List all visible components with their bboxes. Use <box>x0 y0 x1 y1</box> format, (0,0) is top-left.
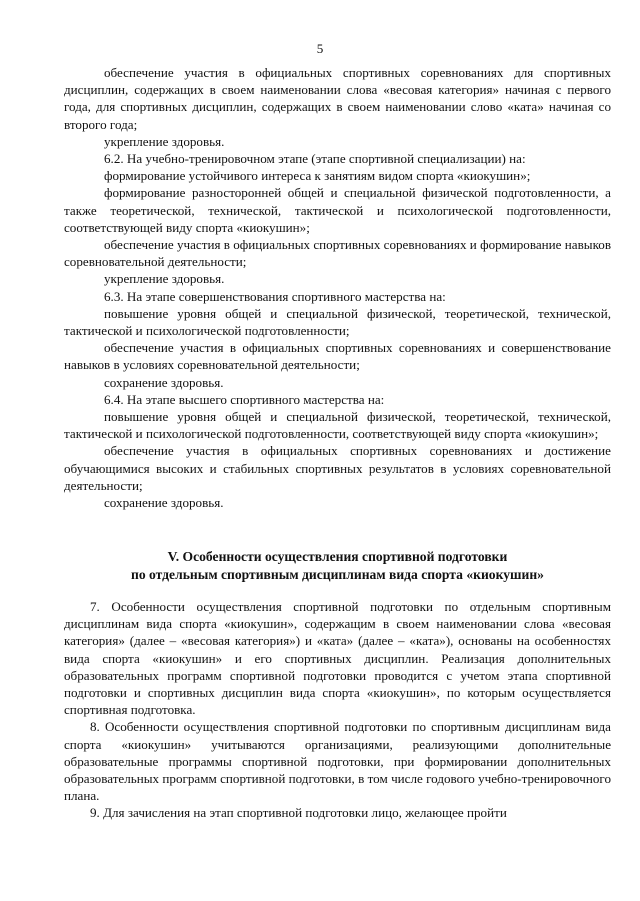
paragraph: повышение уровня общей и специальной физической, теоретической, технической, тактической и психологической подготовленности, соответствующей виду спорта «киокушин»; <box>64 409 611 442</box>
paragraph: обеспечение участия в официальных спортивных соревнованиях и формирование навыков соревновательной деятельности; <box>64 237 611 270</box>
body-text-bottom <box>64 598 611 822</box>
paragraph: 7. Особенности осуществления спортивной подготовки по отдельным спортивным дисциплинам вида спорта «киокушин», содержащим в своем наименовании слова «весовая категория» (далее – «весовая категория») и «ката» (далее – «ката»), основаны на особенностях вида спорта «киокушин» и его спортивных дисциплин. Реализация дополнительных образовательных программ спортивной подготовки проводится с учетом этапа спортивной подготовки и спортивных дисциплин вида спорта «киокушин», по которым осуществляется спортивная подготовка. <box>64 599 611 718</box>
body-text-top <box>64 64 611 511</box>
paragraph: обеспечение участия в официальных спортивных соревнованиях и достижение обучающимися высоких и стабильных спортивных результатов в условиях соревновательной деятельности; <box>64 443 611 493</box>
page-number: 5 <box>316 41 324 56</box>
paragraph: 9. Для зачисления на этап спортивной подготовки лицо, желающее пройти <box>90 805 507 821</box>
paragraph: обеспечение участия в официальных спортивных соревнованиях для спортивных дисциплин, содержащих в своем наименовании слова «весовая категория» начиная с первого года, для спортивных дисциплин, содержащих в своем наименовании слово «ката» начиная со второго года; <box>64 65 611 132</box>
paragraph: формирование устойчивого интереса к занятиям видом спорта «киокушин»; <box>104 168 531 184</box>
paragraph: 8. Особенности осуществления спортивной подготовки по спортивным дисциплинам вида спорта «киокушин» учитываются организациями, реализующими дополнительные образовательные программы спортивной подготовки, при формировании дополнительных образовательных программ спортивной подготовки, в том числе годового учебно-тренировочного плана. <box>64 719 611 804</box>
paragraph: укрепление здоровья. <box>104 133 225 149</box>
paragraph: укрепление здоровья. <box>104 271 225 287</box>
section-heading-line-2: по отдельным спортивным дисциплинам вида спорта «киокушин» <box>131 567 544 582</box>
section-heading-line-1: V. Особенности осуществления спортивной подготовки <box>167 549 508 564</box>
paragraph: 6.3. На этапе совершенствования спортивного мастерства на: <box>104 288 446 304</box>
section-heading <box>64 548 611 584</box>
paragraph: 6.2. На учебно-тренировочном этапе (этапе спортивной специализации) на: <box>104 151 526 167</box>
paragraph: формирование разносторонней общей и специальной физической подготовленности, а также теоретической, технической, тактической и психологической подготовленности, соответствующей виду спорта «киокушин»; <box>64 185 611 235</box>
paragraph: 6.4. На этапе высшего спортивного мастерства на: <box>104 391 385 407</box>
paragraph: сохранение здоровья. <box>104 374 224 390</box>
paragraph: повышение уровня общей и специальной физической, теоретической, технической, тактической и психологической подготовленности; <box>64 305 611 339</box>
paragraph: сохранение здоровья. <box>104 495 224 511</box>
paragraph: обеспечение участия в официальных спортивных соревнованиях и совершенствование навыков в условиях соревновательной деятельности; <box>64 340 611 373</box>
